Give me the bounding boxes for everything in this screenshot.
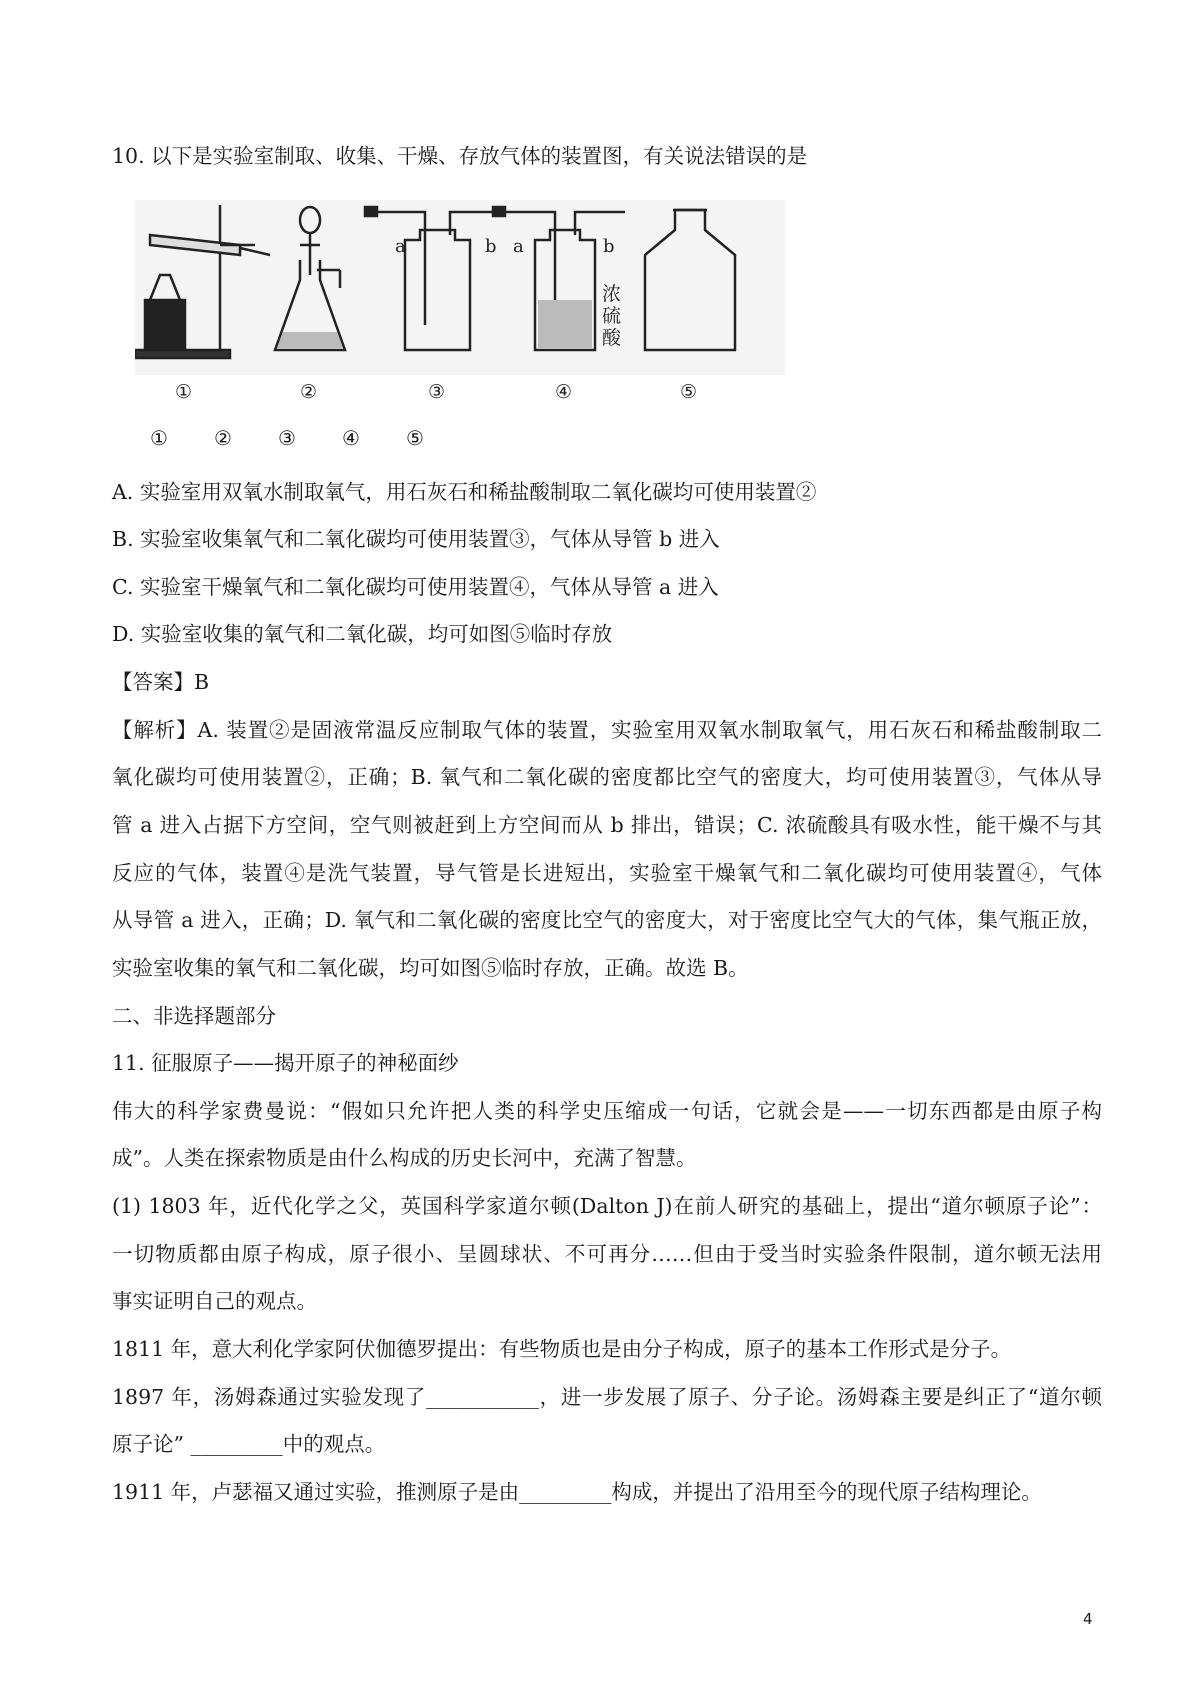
q11-intro-line: 成”。人类在探索物质是由什么构成的历史长河中，充满了智慧。: [112, 1146, 697, 1170]
analysis-line: 从导管 a 进入，正确；D. 氧气和二氧化碳的密度比空气的密度大，对于密度比空气大的气体，集气瓶正放，: [112, 908, 1102, 932]
q11-p1-line: 事实证明自己的观点。: [112, 1289, 317, 1313]
analysis-line: 管 a 进入占据下方空间，空气则被赶到上方空间而从 b 排出，错误；C. 浓硫酸具有吸水性，能干燥不与其: [112, 813, 1102, 837]
acid-char-3: 酸: [602, 327, 622, 349]
fig-label-4: ④: [555, 381, 573, 403]
circled-2: ②: [214, 426, 232, 450]
label-b-3: b: [485, 236, 497, 257]
q11-title: 11. 征服原子——揭开原子的神秘面纱: [112, 1051, 459, 1075]
analysis-line: 实验室收集的氧气和二氧化碳，均可如图⑤临时存放，正确。故选 B。: [112, 956, 749, 980]
circled-1: ①: [150, 426, 168, 450]
fig-label-5: ⑤: [680, 381, 698, 403]
label-a-4: a: [513, 236, 524, 257]
option-a: A. 实验室用双氧水制取氧气，用石灰石和稀盐酸制取二氧化碳均可使用装置②: [112, 480, 817, 504]
analysis-line: 反应的气体，装置④是洗气装置，导气管是长进短出，实验室干燥氧气和二氧化碳均可使用装置④，气体: [112, 861, 1102, 885]
circled-4: ④: [342, 426, 360, 450]
option-b: B. 实验室收集氧气和二氧化碳均可使用装置③，气体从导管 b 进入: [112, 527, 720, 551]
acid-char-1: 浓: [602, 283, 622, 305]
fig-label-2: ②: [300, 381, 318, 403]
q11-1897-line: 1897 年，汤姆森通过实验发现了___________，进一步发展了原子、分子论。汤姆森主要是纠正了“道尔顿: [112, 1385, 1102, 1409]
q11-1811: 1811 年，意大利化学家阿伏伽德罗提出：有些物质也是由分子构成，原子的基本工作形式是分子。: [112, 1337, 1012, 1361]
answer: 【答案】B: [112, 670, 210, 694]
circled-numbers: [150, 426, 470, 450]
q11-intro-line: 伟大的科学家费曼说：“假如只允许把人类的科学史压缩成一句话，它就会是——一切东西都是由原子构: [112, 1099, 1102, 1123]
circled-3: ③: [278, 426, 296, 450]
label-a-3: a: [395, 236, 406, 257]
fig-label-1: ①: [175, 381, 193, 403]
acid-char-2: 硫: [602, 305, 622, 327]
analysis-line: 【解析】A. 装置②是固液常温反应制取气体的装置，实验室用双氧水制取氧气，用石灰石和稀盐酸制取二: [112, 718, 1102, 742]
option-c: C. 实验室干燥氧气和二氧化碳均可使用装置④，气体从导管 a 进入: [112, 575, 719, 599]
q11-p1-line: (1) 1803 年，近代化学之父，英国科学家道尔顿(Dalton J)在前人研究的基础上，提出“道尔顿原子论”：: [112, 1194, 1102, 1218]
option-d: D. 实验室收集的氧气和二氧化碳，均可如图⑤临时存放: [112, 622, 613, 646]
page-number: 4: [1083, 1610, 1093, 1628]
apparatus-figure: [135, 200, 785, 410]
q11-1897-line: 原子论” _________中的观点。: [112, 1432, 386, 1456]
circled-5: ⑤: [406, 426, 424, 450]
fig-label-3: ③: [428, 381, 446, 403]
section-heading: 二、非选择题部分: [112, 1004, 276, 1028]
label-b-4: b: [603, 236, 615, 257]
analysis-line: 氧化碳均可使用装置②，正确；B. 氧气和二氧化碳的密度都比空气的密度大，均可使用装置③，气体从导: [112, 765, 1102, 789]
q10-stem: 10. 以下是实验室制取、收集、干燥、存放气体的装置图，有关说法错误的是: [112, 144, 808, 168]
q11-1911: 1911 年，卢瑟福又通过实验，推测原子是由_________构成，并提出了沿用至今的现代原子结构理论。: [112, 1480, 1042, 1504]
q11-p1-line: 一切物质都由原子构成，原子很小、呈圆球状、不可再分……但由于受当时实验条件限制，道尔顿无法用: [112, 1242, 1102, 1266]
